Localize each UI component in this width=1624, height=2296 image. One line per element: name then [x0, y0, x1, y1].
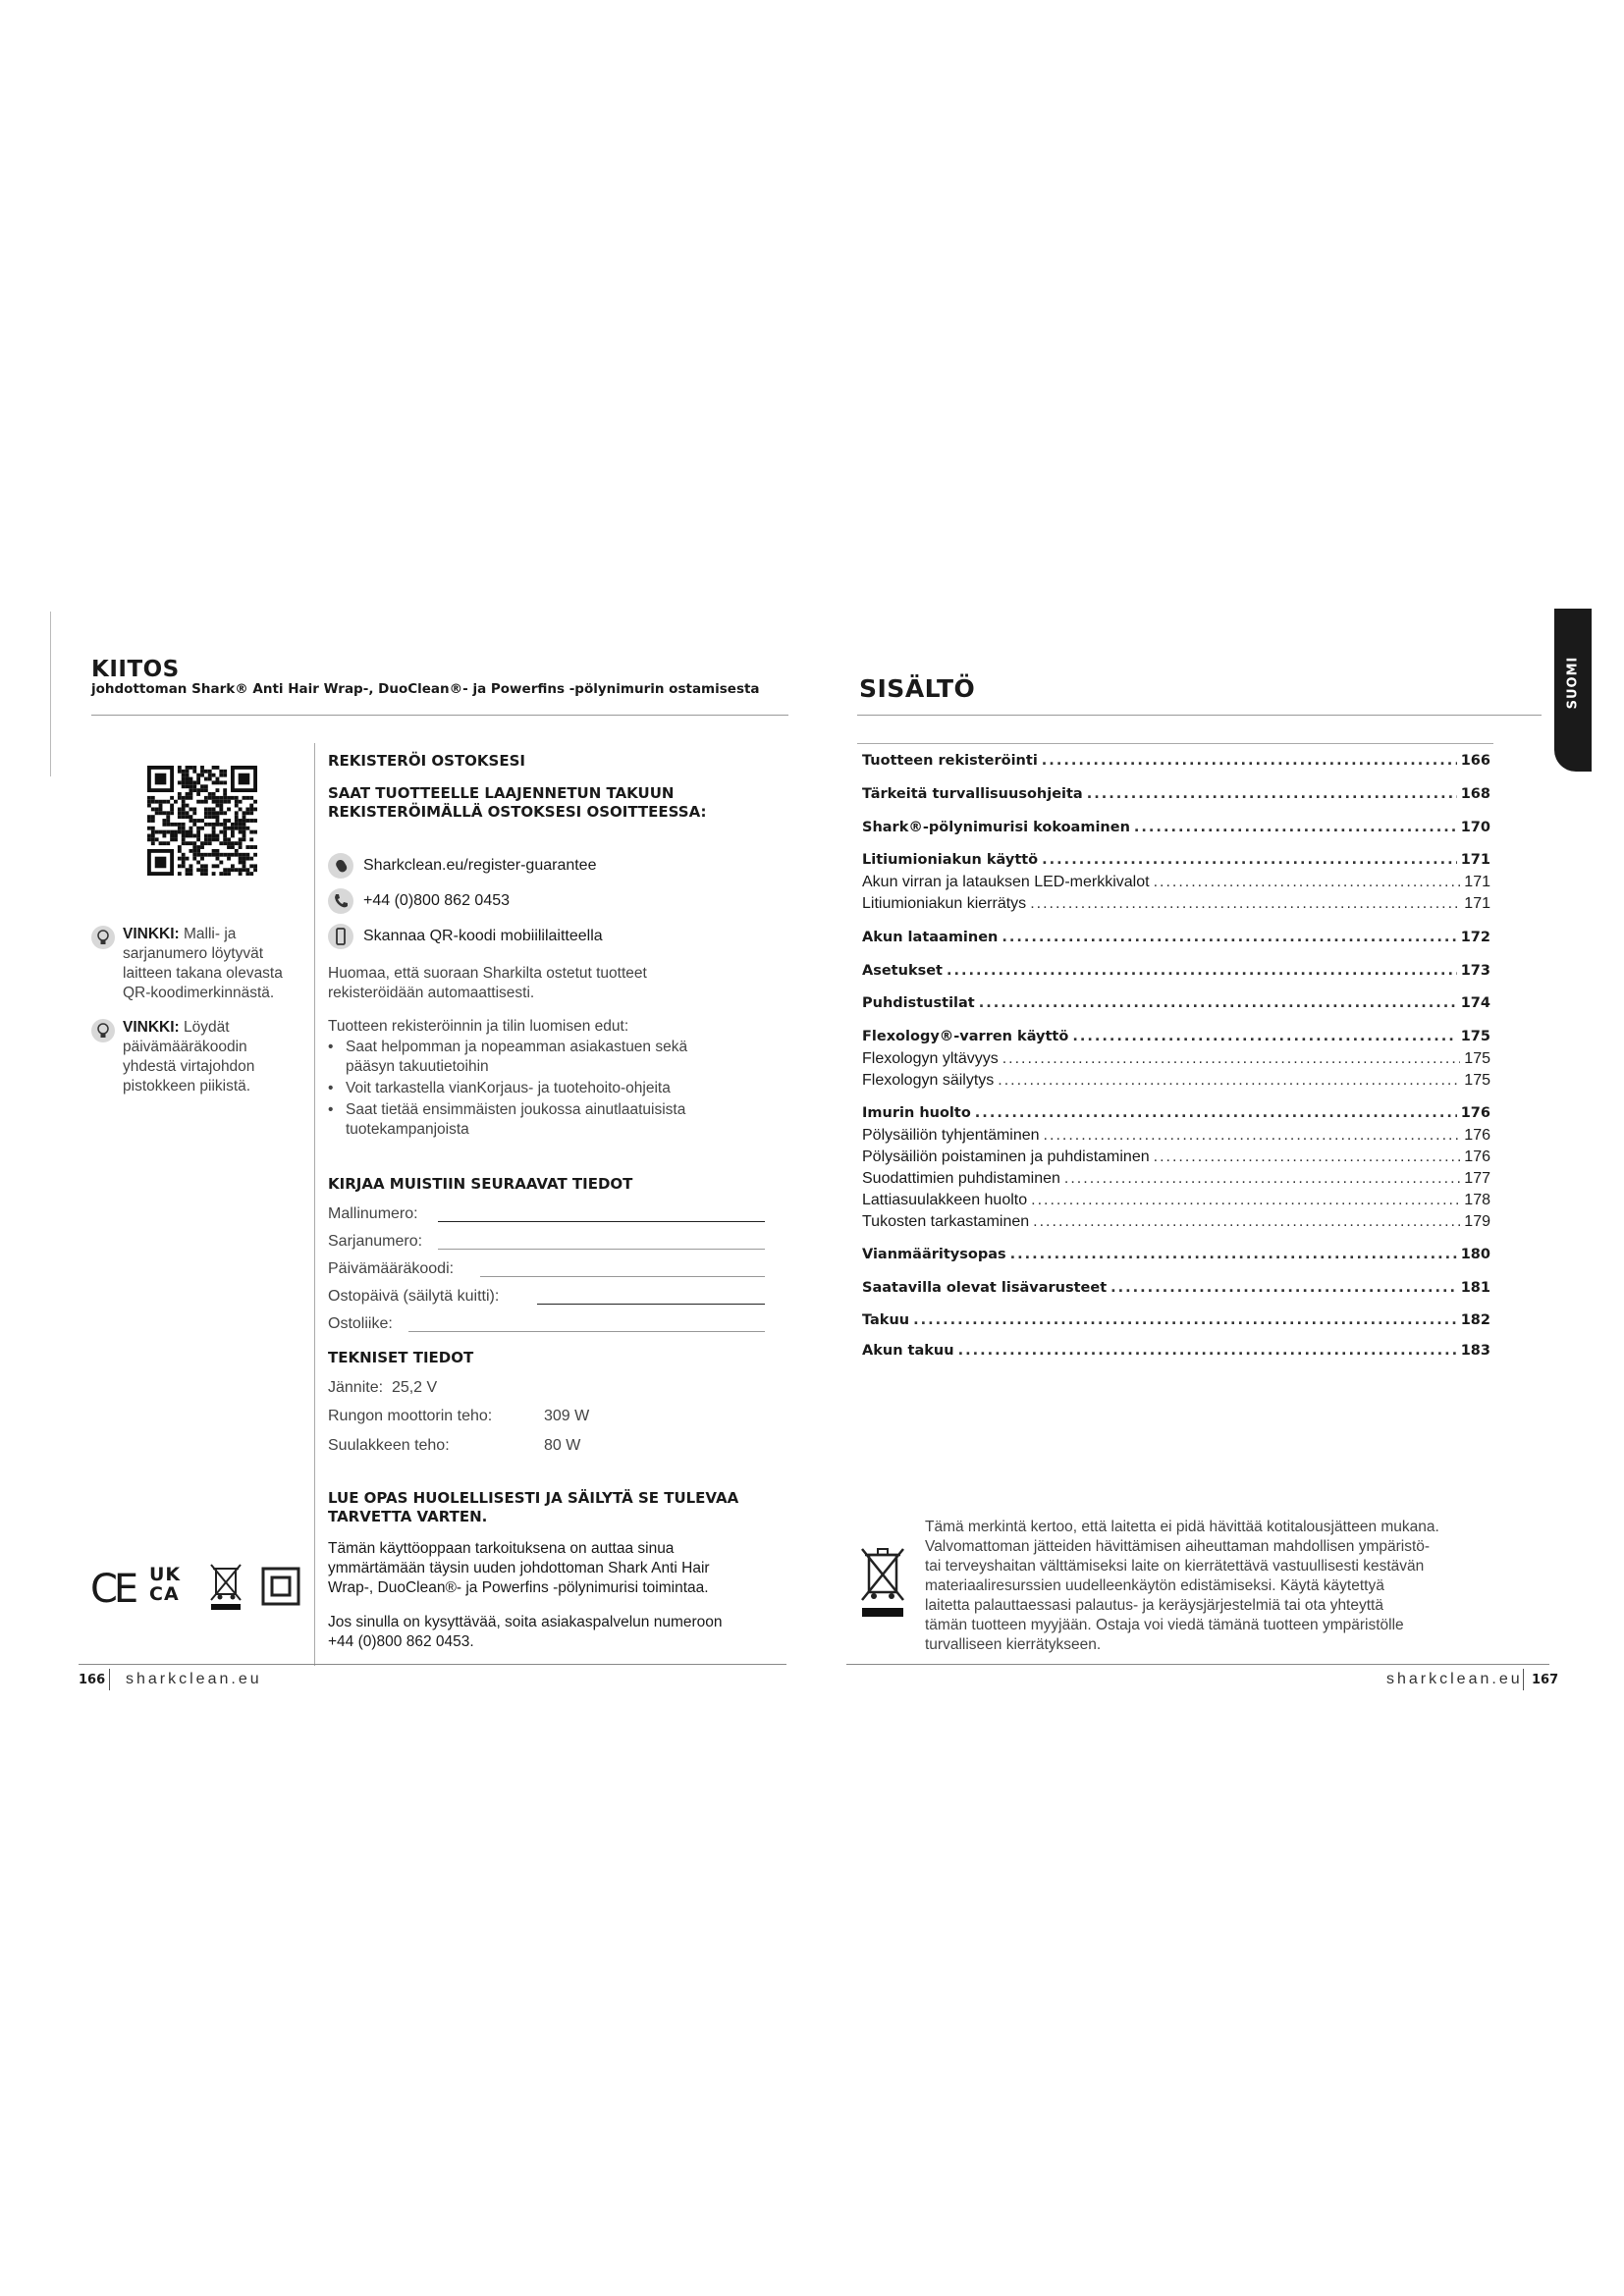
register-subheading: SAAT TUOTTEELLE LAAJENNETUN TAKUUN REKISTERÖIMÄLLÄ OSTOKSESI OSOITTEESSA:: [328, 784, 707, 821]
toc-leader-dots: [958, 1341, 1457, 1362]
footer-site: sharkclean.eu: [1386, 1671, 1523, 1687]
toc-entry-label: Asetukset: [862, 963, 943, 979]
toc-entry[interactable]: [862, 850, 1490, 871]
spec-voltage: Jännite: 25,2 V: [328, 1379, 438, 1396]
toc-entry-label: Suodattimien puhdistaminen: [862, 1170, 1060, 1187]
specs-heading: TEKNISET TIEDOT: [328, 1349, 474, 1366]
lightbulb-icon: [91, 1019, 115, 1042]
toc-entry-page: 179: [1464, 1213, 1490, 1230]
toc-entry-label: Takuu: [862, 1312, 910, 1328]
toc-entry-page: 182: [1460, 1312, 1490, 1328]
toc-entry-page: 177: [1464, 1170, 1490, 1187]
toc-entry-page: 171: [1460, 852, 1490, 868]
toc-entry-page: 168: [1460, 786, 1490, 802]
toc-leader-dots: [1044, 1125, 1461, 1146]
toc-entry-page: 171: [1464, 874, 1490, 890]
toc-entry[interactable]: [862, 1027, 1490, 1047]
auto-registration-note: Huomaa, että suoraan Sharkilta ostetut tuotteet rekisteröidään automaattisesti.: [328, 965, 647, 1001]
toc-entry-page: 178: [1464, 1192, 1490, 1208]
toc-entry-page: 176: [1460, 1105, 1490, 1121]
toc-entry-label: Vianmääritysopas: [862, 1247, 1006, 1262]
toc-title-divider: [857, 715, 1542, 716]
toc-entry-page: 176: [1464, 1148, 1490, 1165]
weee-icon: [208, 1563, 244, 1615]
toc-entry-label: Akun takuu: [862, 1343, 954, 1359]
tip-label: VINKKI:: [123, 1019, 180, 1036]
toc-entry-page: 174: [1460, 995, 1490, 1011]
toc-top-divider: [857, 743, 1493, 744]
qr-code: [147, 766, 257, 876]
toc-entry[interactable]: [862, 1278, 1490, 1299]
toc-entry-page: 173: [1460, 963, 1490, 979]
column-divider: [314, 743, 315, 1666]
toc-entry[interactable]: [862, 784, 1490, 805]
double-insulation-icon: [261, 1567, 300, 1611]
toc-leader-dots: [913, 1310, 1457, 1331]
toc-entry[interactable]: [862, 1341, 1490, 1362]
toc-entry-label: Puhdistustilat: [862, 995, 975, 1011]
benefit-item: • Voit tarkastella vianKorjaus- ja tuotehoito-ohjeita: [328, 1080, 671, 1096]
language-tab: [1554, 609, 1592, 772]
record-heading: KIRJAA MUISTIIN SEURAAVAT TIEDOT: [328, 1175, 633, 1193]
toc-entry-label: Pölysäiliön poistaminen ja puhdistaminen: [862, 1148, 1150, 1165]
toc-entry[interactable]: [862, 1070, 1490, 1091]
toc-title: SISÄLTÖ: [859, 674, 976, 703]
contact-mobile: [328, 924, 760, 949]
purchase-date-field: Ostopäivä (säilytä kuitti):: [328, 1286, 765, 1308]
toc-entry[interactable]: [862, 893, 1490, 914]
toc-entry-label: Pölysäiliön tyhjentäminen: [862, 1127, 1040, 1144]
toc-leader-dots: [979, 993, 1457, 1014]
toc-entry-page: 170: [1460, 820, 1490, 835]
toc-entry[interactable]: [862, 872, 1490, 892]
toc-entry[interactable]: [862, 1048, 1490, 1069]
toc-entry-label: Tuotteen rekisteröinti: [862, 753, 1038, 769]
toc-entry-page: 175: [1460, 1029, 1490, 1044]
read-heading: LUE OPAS HUOLELLISESTI JA SÄILYTÄ SE TULEVAA TARVETTA VARTEN.: [328, 1489, 739, 1525]
toc-entry-label: Akun lataaminen: [862, 930, 999, 945]
toc-leader-dots: [1154, 872, 1461, 892]
toc-leader-dots: [1033, 1211, 1460, 1232]
contact-phone: [328, 888, 760, 914]
contact-web: [328, 853, 760, 879]
tip-label: VINKKI:: [123, 926, 180, 942]
page-title: KIITOS: [91, 657, 180, 682]
toc-entry[interactable]: [862, 751, 1490, 772]
toc-entry-page: 172: [1460, 930, 1490, 945]
toc-entry-label: Tärkeitä turvallisuusohjeita: [862, 786, 1083, 802]
contact-phone-text: +44 (0)800 862 0453: [363, 892, 511, 909]
toc-entry[interactable]: [862, 1147, 1490, 1167]
toc-entry-page: 183: [1460, 1343, 1490, 1359]
read-paragraph-2: Jos sinulla on kysyttävää, soita asiakaspalvelun numeroon +44 (0)800 862 0453.: [328, 1614, 723, 1650]
page-number: 166: [79, 1673, 106, 1687]
retailer-field: Ostoliike:: [328, 1313, 765, 1335]
toc-entry-page: 175: [1464, 1072, 1490, 1089]
toc-entry-label: Saatavilla olevat lisävarusteet: [862, 1280, 1108, 1296]
ukca-mark: UK CA: [149, 1564, 182, 1605]
toc-entry[interactable]: [862, 1168, 1490, 1189]
toc-entry[interactable]: [862, 961, 1490, 982]
benefit-item: • Saat helpomman ja nopeamman asiakastuen sekä pääsyn takuutietoihin: [328, 1039, 688, 1075]
toc-entry-page: 176: [1464, 1127, 1490, 1144]
toc-entry-label: Akun virran ja latauksen LED-merkkivalot: [862, 874, 1150, 890]
page-number: 167: [1532, 1673, 1559, 1687]
toc-entry[interactable]: [862, 928, 1490, 948]
page-subtitle: johdottoman Shark® Anti Hair Wrap-, DuoClean®- ja Powerfins -pölynimurin ostamisesta: [91, 681, 760, 697]
weee-bin-icon: [858, 1543, 907, 1627]
toc-entry[interactable]: [862, 1125, 1490, 1146]
left-margin-line: [50, 612, 51, 776]
benefits-list: [328, 1038, 780, 1140]
benefit-item: • Saat tietää ensimmäisten joukossa ainutlaatuisista tuotekampanjoista: [328, 1101, 686, 1138]
toc-entry-page: 171: [1464, 895, 1490, 912]
toc-entry[interactable]: [862, 1310, 1490, 1331]
toc-entry[interactable]: [862, 993, 1490, 1014]
contact-mobile-text: Skannaa QR-koodi mobiililaitteella: [363, 928, 603, 944]
model-number-field: Mallinumero:: [328, 1203, 765, 1225]
mouse-icon: [328, 853, 353, 879]
toc-entry[interactable]: [862, 818, 1490, 838]
language-tab-label: SUOMI: [1565, 656, 1581, 710]
toc-leader-dots: [1042, 751, 1457, 772]
toc-leader-dots: [1087, 784, 1457, 805]
title-divider: [91, 715, 788, 716]
benefits-intro: Tuotteen rekisteröinnin ja tilin luomisen edut:: [328, 1018, 629, 1035]
toc-entry-page: 166: [1460, 753, 1490, 769]
phone-icon: [328, 888, 353, 914]
toc-leader-dots: [1010, 1245, 1457, 1265]
spec-nozzle-power: Suulakkeen teho: 80 W: [328, 1437, 581, 1454]
toc-leader-dots: [998, 1070, 1460, 1091]
toc-leader-dots: [1002, 1048, 1461, 1069]
toc-entry-label: Flexologyn yltävyys: [862, 1050, 999, 1067]
toc-leader-dots: [1030, 893, 1460, 914]
read-paragraph-1: Tämän käyttöoppaan tarkoituksena on auttaa sinua ymmärtämään täysin uuden johdottoman Shark Anti Hair Wrap-, DuoClean®- ja Powerfins -pölynimurisi toimintaa.: [328, 1540, 710, 1596]
toc-leader-dots: [1042, 850, 1457, 871]
ce-mark: CE: [90, 1567, 135, 1612]
date-code-field: Päivämääräkoodi:: [328, 1258, 765, 1280]
toc-entry-label: Litiumioniakun käyttö: [862, 852, 1039, 868]
toc-entry-label: Tukosten tarkastaminen: [862, 1213, 1030, 1230]
lightbulb-icon: [91, 926, 115, 949]
toc-leader-dots: [1154, 1147, 1461, 1167]
toc-entry-label: Flexologyn säilytys: [862, 1072, 995, 1089]
footer-divider-left: [79, 1664, 786, 1665]
toc-leader-dots: [1110, 1278, 1457, 1299]
spec-motor-power: Rungon moottorin teho: 309 W: [328, 1408, 590, 1424]
toc-entry-label: Flexology®-varren käyttö: [862, 1029, 1069, 1044]
toc-entry[interactable]: [862, 1211, 1490, 1232]
toc-entry-label: Shark®-pölynimurisi kokoaminen: [862, 820, 1130, 835]
toc-entry[interactable]: [862, 1103, 1490, 1124]
mobile-icon: [328, 924, 353, 949]
toc-entry-label: Imurin huolto: [862, 1105, 971, 1121]
toc-entry-page: 180: [1460, 1247, 1490, 1262]
contact-web-text[interactable]: Sharkclean.eu/register-guarantee: [363, 857, 597, 874]
footer-divider-right: [846, 1664, 1549, 1665]
toc-entry-label: Litiumioniakun kierrätys: [862, 895, 1027, 912]
toc-entry-page: 175: [1464, 1050, 1490, 1067]
tip-date-code: VINKKI: Löydät päivämääräkoodin yhdestä virtajohdon pistokkeen piikistä.: [91, 1018, 317, 1100]
footer-separator: [109, 1669, 110, 1690]
toc-leader-dots: [1072, 1027, 1456, 1047]
toc-leader-dots: [1031, 1190, 1460, 1210]
toc-entry[interactable]: [862, 1190, 1490, 1210]
footer-separator: [1523, 1669, 1524, 1690]
toc-leader-dots: [1064, 1168, 1460, 1189]
toc-leader-dots: [1134, 818, 1457, 838]
toc-entry[interactable]: [862, 1245, 1490, 1265]
tip-model-number: VINKKI: Malli- ja sarjanumero löytyvät laitteen takana olevasta QR-koodimerkinnästä.: [91, 925, 317, 1007]
toc-leader-dots: [975, 1103, 1457, 1124]
toc-leader-dots: [947, 961, 1457, 982]
toc-entry-label: Lattiasuulakkeen huolto: [862, 1192, 1028, 1208]
weee-notice: Tämä merkintä kertoo, että laitetta ei pidä hävittää kotitalousjätteen mukana. Valvomattoman jätteiden hävittämisen aiheuttaman mahdollisen ympäristö- tai terveyshaitan välttämiseksi laite on kierrätettävä vastuullisesti kestävän materiaaliresurssien uudelleenkäytön edistämiseksi. Käytä käytettyä laitetta palauttaessasi palautus- ja keräysjärjestelmiä tai ota yhteyttä tämän tuotteen myyjään. Ostaja voi viedä tämänä tuotteen ympäristölle turvalliseen kierrätykseen.: [925, 1519, 1439, 1653]
register-heading: REKISTERÖI OSTOKSESI: [328, 752, 525, 770]
serial-number-field: Sarjanumero:: [328, 1231, 765, 1253]
footer-site: sharkclean.eu: [126, 1671, 262, 1687]
toc-leader-dots: [1001, 928, 1456, 948]
toc-entry-page: 181: [1460, 1280, 1490, 1296]
